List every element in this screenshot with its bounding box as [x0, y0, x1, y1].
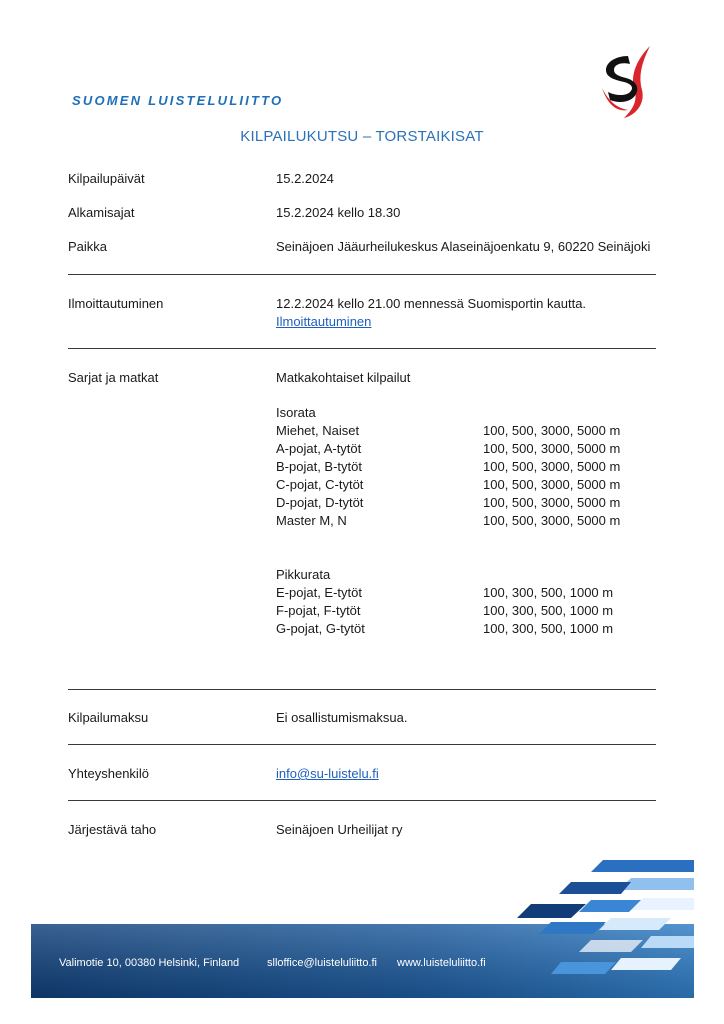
footer-band	[31, 858, 694, 998]
category: B-pojat, B-tytöt	[276, 459, 362, 474]
distances: 100, 300, 500, 1000 m	[483, 585, 614, 600]
divider	[68, 744, 656, 745]
registration-label: Ilmoittautuminen	[68, 296, 164, 311]
list-item	[276, 476, 636, 494]
distances: 100, 500, 3000, 5000 m	[483, 441, 621, 456]
dates-label: Kilpailupäivät	[68, 171, 145, 186]
divider	[68, 800, 656, 801]
series-value: Matkakohtaiset kilpailut	[276, 370, 411, 385]
distances: 100, 500, 3000, 5000 m	[483, 513, 621, 528]
divider	[68, 689, 656, 690]
contact-email-link[interactable]: info@su-luistelu.fi	[276, 766, 379, 781]
footer-website-link[interactable]: www.luisteluliitto.fi	[397, 957, 486, 969]
fee-value: Ei osallistumismaksua.	[276, 710, 408, 725]
series-table	[276, 404, 636, 638]
list-item	[276, 512, 636, 530]
list-item	[276, 422, 636, 440]
list-item	[276, 620, 636, 638]
brand-name: SUOMEN LUISTELULIITTO	[72, 93, 284, 108]
start-value: 15.2.2024 kello 18.30	[276, 205, 401, 220]
distances: 100, 500, 3000, 5000 m	[483, 459, 621, 474]
organizer-label: Järjestävä taho	[68, 822, 157, 837]
category: Master M, N	[276, 513, 347, 528]
dates-value: 15.2.2024	[276, 171, 334, 186]
category: G-pojat, G-tytöt	[276, 621, 365, 636]
registration-link[interactable]: Ilmoittautuminen	[276, 314, 372, 329]
category: F-pojat, F-tytöt	[276, 603, 361, 618]
distances: 100, 500, 3000, 5000 m	[483, 495, 621, 510]
place-label: Paikka	[68, 239, 108, 254]
list-item	[276, 458, 636, 476]
list-item	[276, 494, 636, 512]
distances: 100, 300, 500, 1000 m	[483, 621, 614, 636]
list-item	[276, 602, 636, 620]
organizer-value: Seinäjoen Urheilijat ry	[276, 822, 403, 837]
distances: 100, 300, 500, 1000 m	[483, 603, 614, 618]
category: C-pojat, C-tytöt	[276, 477, 364, 492]
pikkurata-list	[276, 584, 636, 638]
place-value: Seinäjoen Jääurheilukeskus Alaseinäjoenkatu 9, 60220 Seinäjoki	[276, 239, 651, 254]
isorata-list	[276, 422, 636, 530]
list-item	[276, 584, 636, 602]
category: D-pojat, D-tytöt	[276, 495, 364, 510]
distances: 100, 500, 3000, 5000 m	[483, 423, 621, 438]
isorata-title: Isorata	[276, 405, 316, 420]
distances: 100, 500, 3000, 5000 m	[483, 477, 621, 492]
divider	[68, 348, 656, 349]
category: Miehet, Naiset	[276, 423, 360, 438]
list-item	[276, 440, 636, 458]
pikkurata-title: Pikkurata	[276, 567, 331, 582]
document-title: KILPAILUKUTSU – TORSTAIKISAT	[240, 128, 484, 145]
category: E-pojat, E-tytöt	[276, 585, 362, 600]
fee-label: Kilpailumaksu	[68, 710, 149, 725]
series-label: Sarjat ja matkat	[68, 370, 159, 385]
skating-federation-logo-icon	[598, 42, 658, 120]
contact-label: Yhteyshenkilö	[68, 766, 149, 781]
category: A-pojat, A-tytöt	[276, 441, 362, 456]
start-label: Alkamisajat	[68, 205, 135, 220]
registration-value: 12.2.2024 kello 21.00 mennessä Suomisportin kautta.	[276, 296, 587, 311]
divider	[68, 274, 656, 275]
footer-address: Valimotie 10, 00380 Helsinki, Finland	[59, 957, 240, 969]
footer-email-link[interactable]: slloffice@luisteluliitto.fi	[267, 957, 378, 969]
